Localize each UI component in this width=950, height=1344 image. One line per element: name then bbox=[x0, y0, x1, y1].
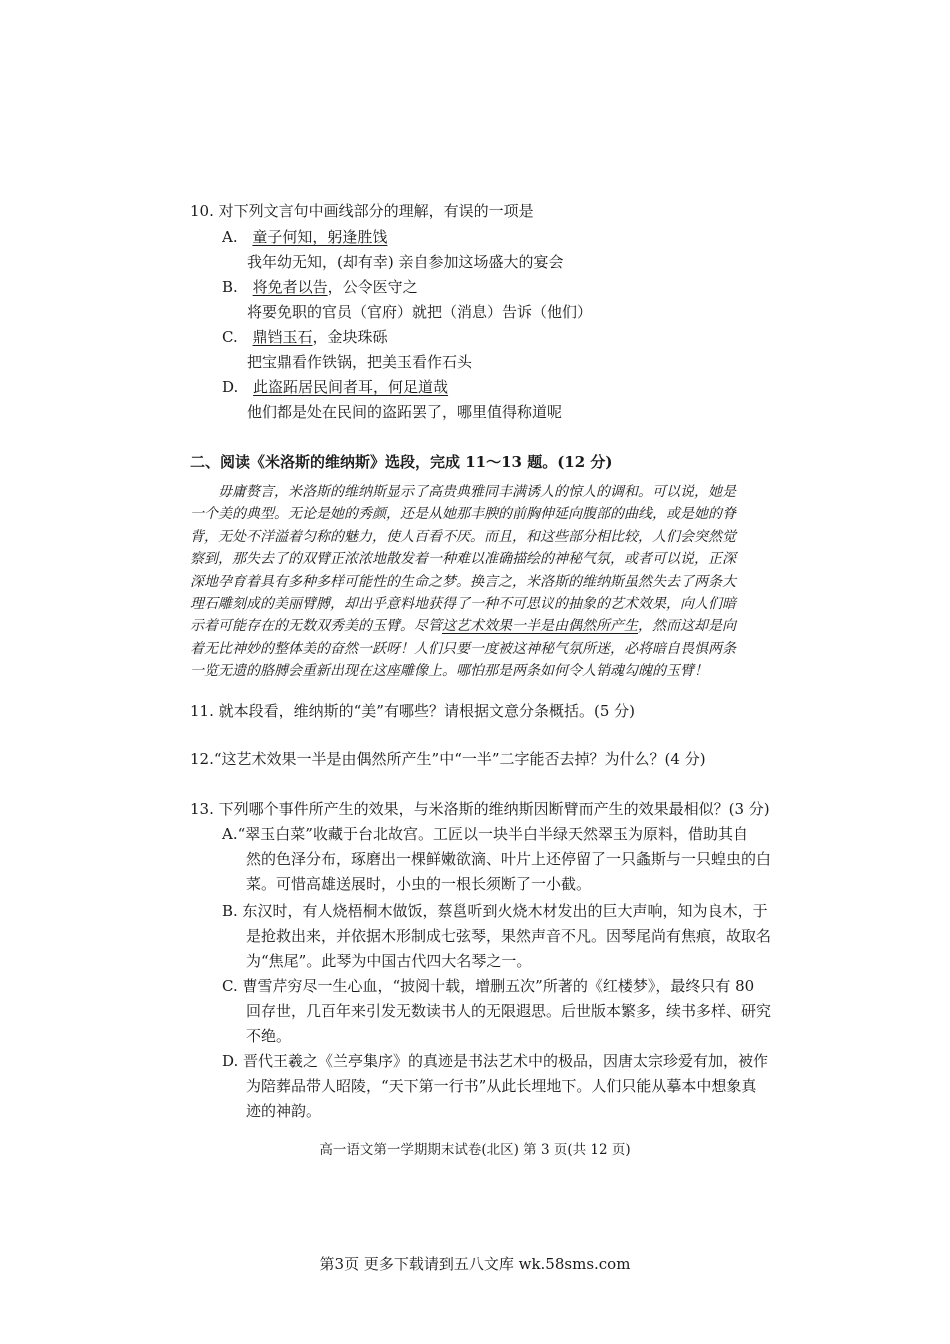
option-line: 为“焦尾”。此琴为中国古代四大名琴之一。 bbox=[246, 952, 532, 970]
option-line: 然的色泽分布，琢磨出一棵鲜嫩欲滴、叶片上还停留了一只螽斯与一只蝗虫的白 bbox=[246, 850, 772, 868]
passage-line: 一个美的典型。无论是她的秀颜，还是从她那丰腴的前胸伸延向腹部的曲线，或是她的脊 bbox=[190, 506, 736, 523]
passage-line: 背，无处不洋溢着匀称的魅力，使人百看不厌。而且，和这些部分相比较，人们会突然觉 bbox=[190, 528, 736, 545]
q10-option-d bbox=[222, 377, 448, 397]
q10-option-d-explain: 他们都是处在民间的盗跖罢了，哪里值得称道呢 bbox=[247, 403, 563, 421]
option-line: C. 曹雪芹穷尽一生心血，“披阅十载，增删五次”所著的《红楼梦》，最终只有 80 bbox=[222, 977, 755, 995]
option-rest: ，金块珠砾 bbox=[312, 328, 388, 346]
q10-stem: 10. 对下列文言句中画线部分的理解，有误的一项是 bbox=[190, 202, 534, 220]
passage bbox=[190, 481, 812, 683]
option-line: 迹的神韵。 bbox=[246, 1102, 322, 1120]
option-line: A.“翠玉白菜”收藏于台北故宫。工匠以一块半白半绿天然翠玉为原料，借助其自 bbox=[222, 825, 748, 843]
download-watermark: 第3页 更多下载请到五八文库 wk.58sms.com bbox=[319, 1255, 631, 1273]
option-rest: ，公令医守之 bbox=[327, 278, 418, 296]
q10-option-c bbox=[222, 327, 388, 347]
option-label: B. bbox=[222, 278, 238, 296]
q10-option-a-explain: 我年幼无知，(却有幸) 亲自参加这场盛大的宴会 bbox=[247, 253, 564, 271]
underlined-phrase: 将免者以告 bbox=[252, 278, 328, 296]
underlined-sentence: 这艺术效果一半是由偶然所产生 bbox=[442, 618, 638, 635]
page-footer: 高一语文第一学期期末试卷(北区) 第 3 页(共 12 页) bbox=[319, 1142, 631, 1158]
option-line: 回存世，几百年来引发无数读书人的无限遐思。后世版本繁多，续书多样、研究 bbox=[246, 1002, 772, 1020]
section2-heading: 二、阅读《米洛斯的维纳斯》选段，完成 11～13 题。(12 分) bbox=[190, 453, 613, 471]
q10-option-b bbox=[222, 277, 418, 297]
passage-line bbox=[190, 615, 812, 637]
underlined-phrase: 此盗跖居民间者耳，何足道哉 bbox=[253, 378, 449, 396]
underlined-phrase: 鼎铛玉石 bbox=[252, 328, 313, 346]
option-line: 菜。可惜高雄送展时，小虫的一根长须断了一小截。 bbox=[246, 875, 592, 893]
option-line: 为陪葬品带人昭陵，“天下第一行书”从此长埋地下。人们只能从摹本中想象真 bbox=[246, 1077, 757, 1095]
q10-option-b-explain: 将要免职的官员（官府）就把（消息）告诉（他们） bbox=[247, 303, 593, 321]
passage-line: 深地孕育着具有多种多样可能性的生命之梦。换言之，米洛斯的维纳斯虽然失去了两条大 bbox=[190, 573, 736, 590]
passage-line: 着无比神妙的整体美的奋然一跃呀！人们只要一度被这神秘气氛所迷，必将暗自畏惧两条 bbox=[190, 640, 736, 657]
q13-option-b bbox=[222, 899, 771, 974]
passage-text: 示着可能存在的无数双秀美的玉臂。尽管 bbox=[190, 618, 442, 635]
q13-option-d bbox=[222, 1049, 768, 1124]
q13-option-c bbox=[222, 974, 771, 1049]
option-line: 是抢救出来，并依据木形制成七弦琴，果然声音不凡。因琴尾尚有焦痕，故取名 bbox=[246, 927, 772, 945]
q10-option-c-explain: 把宝鼎看作铁锅，把美玉看作石头 bbox=[247, 353, 473, 371]
option-line: B. 东汉时，有人烧梧桐木做饭，蔡邕听到火烧木材发出的巨大声响，知为良木，于 bbox=[222, 902, 768, 920]
passage-line: 一览无遗的胳膊会重新出现在这座雕像上。哪怕那是两条如何令人销魂勾魄的玉臂！ bbox=[190, 663, 708, 680]
option-label: A. bbox=[222, 228, 238, 246]
passage-line: 察到，那失去了的双臂正浓浓地散发着一种难以准确描绘的神秘气氛，或者可以说，正深 bbox=[190, 551, 736, 568]
passage-line: 理石雕刻成的美丽臂膊，却出乎意料地获得了一种不可思议的抽象的艺术效果，向人们暗 bbox=[190, 596, 736, 613]
option-line: D. 晋代王羲之《兰亭集序》的真迹是书法艺术中的极品，因唐太宗珍爱有加，被作 bbox=[222, 1052, 769, 1070]
passage-text: ，然而这却是向 bbox=[638, 618, 736, 635]
q10-option-a bbox=[222, 227, 387, 247]
q12-stem: 12.“这艺术效果一半是由偶然所产生”中“一半”二字能否去掉？为什么？(4 分) bbox=[190, 750, 706, 768]
option-label: C. bbox=[222, 328, 238, 346]
q11-stem: 11. 就本段看，维纳斯的“美”有哪些？请根据文意分条概括。(5 分) bbox=[190, 702, 635, 720]
q13-option-a bbox=[222, 822, 771, 897]
option-line: 不绝。 bbox=[246, 1027, 292, 1045]
underlined-phrase: 童子何知，躬逢胜饯 bbox=[252, 228, 388, 246]
passage-line: 毋庸赘言，米洛斯的维纳斯显示了高贵典雅同丰满诱人的惊人的调和。可以说，她是 bbox=[218, 484, 736, 500]
option-label: D. bbox=[222, 378, 239, 396]
q13-stem: 13. 下列哪个事件所产生的效果，与米洛斯的维纳斯因断臂而产生的效果最相似？(3 分) bbox=[190, 800, 770, 818]
